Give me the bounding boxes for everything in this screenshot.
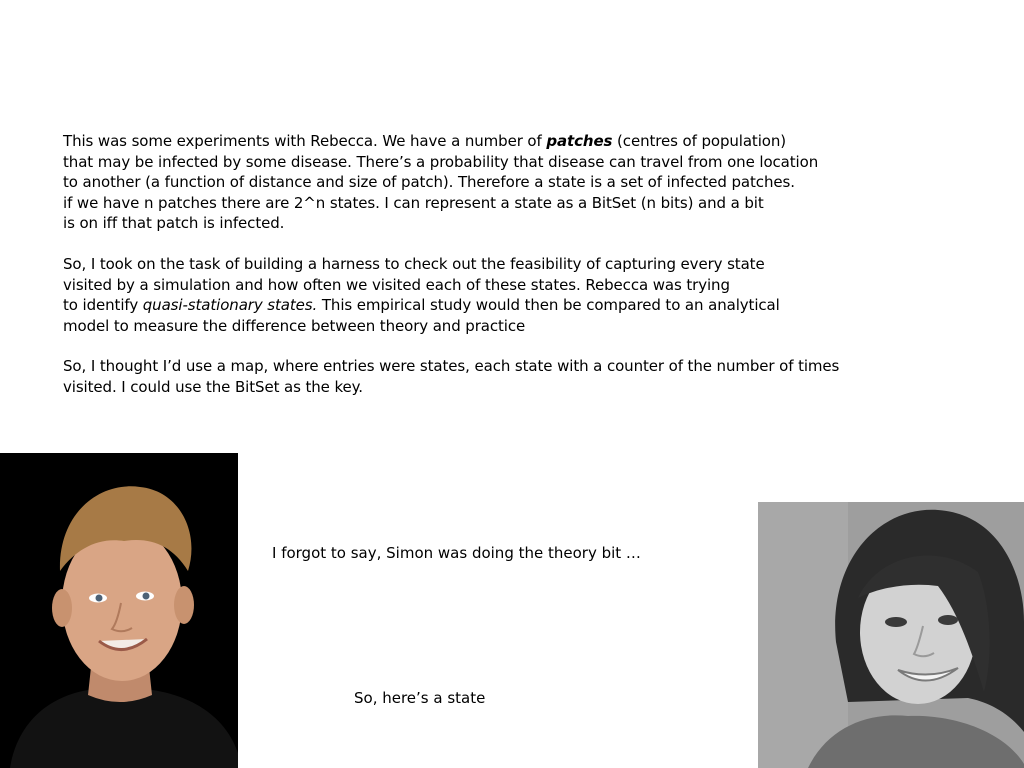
text-span: (centres of population) — [612, 132, 787, 150]
caption-state: So, here’s a state — [354, 689, 486, 707]
emphasis-quasi-stationary: quasi-stationary states. — [142, 296, 318, 314]
portrait-photo-simon — [0, 453, 238, 768]
text-line: visited. I could use the BitSet as the key. — [63, 377, 363, 396]
text-line: that may be infected by some disease. There’s a probability that disease can travel from one location — [63, 152, 819, 171]
text-line: visited by a simulation and how often we visited each of these states. Rebecca was trying — [63, 275, 730, 294]
text-line — [63, 131, 818, 152]
text-line: So, I thought I’d use a map, where entries were states, each state with a counter of the number of times — [63, 357, 840, 375]
text-span: This was some experiments with Rebecca. We have a number of — [63, 132, 547, 150]
portrait-photo-rebecca — [758, 502, 1024, 768]
text-line: if we have n patches there are 2^n states. I can represent a state as a BitSet (n bits) and a bit — [63, 193, 764, 212]
text-line: is on iff that patch is infected. — [63, 214, 285, 232]
text-line — [63, 295, 780, 316]
text-line: model to measure the difference between theory and practice — [63, 316, 526, 335]
text-line: to another (a function of distance and size of patch). Therefore a state is a set of infected patches. — [63, 173, 795, 191]
text-span: to identify — [63, 296, 143, 314]
emphasis-patches: patches — [546, 132, 613, 150]
paragraph-intro — [63, 131, 818, 234]
text-line: So, I took on the task of building a harness to check out the feasibility of capturing every state — [63, 255, 765, 273]
paragraph-map — [63, 356, 839, 397]
caption-simon: I forgot to say, Simon was doing the theory bit … — [272, 544, 641, 562]
text-span: This empirical study would then be compared to an analytical — [317, 296, 780, 314]
paragraph-harness — [63, 254, 780, 336]
